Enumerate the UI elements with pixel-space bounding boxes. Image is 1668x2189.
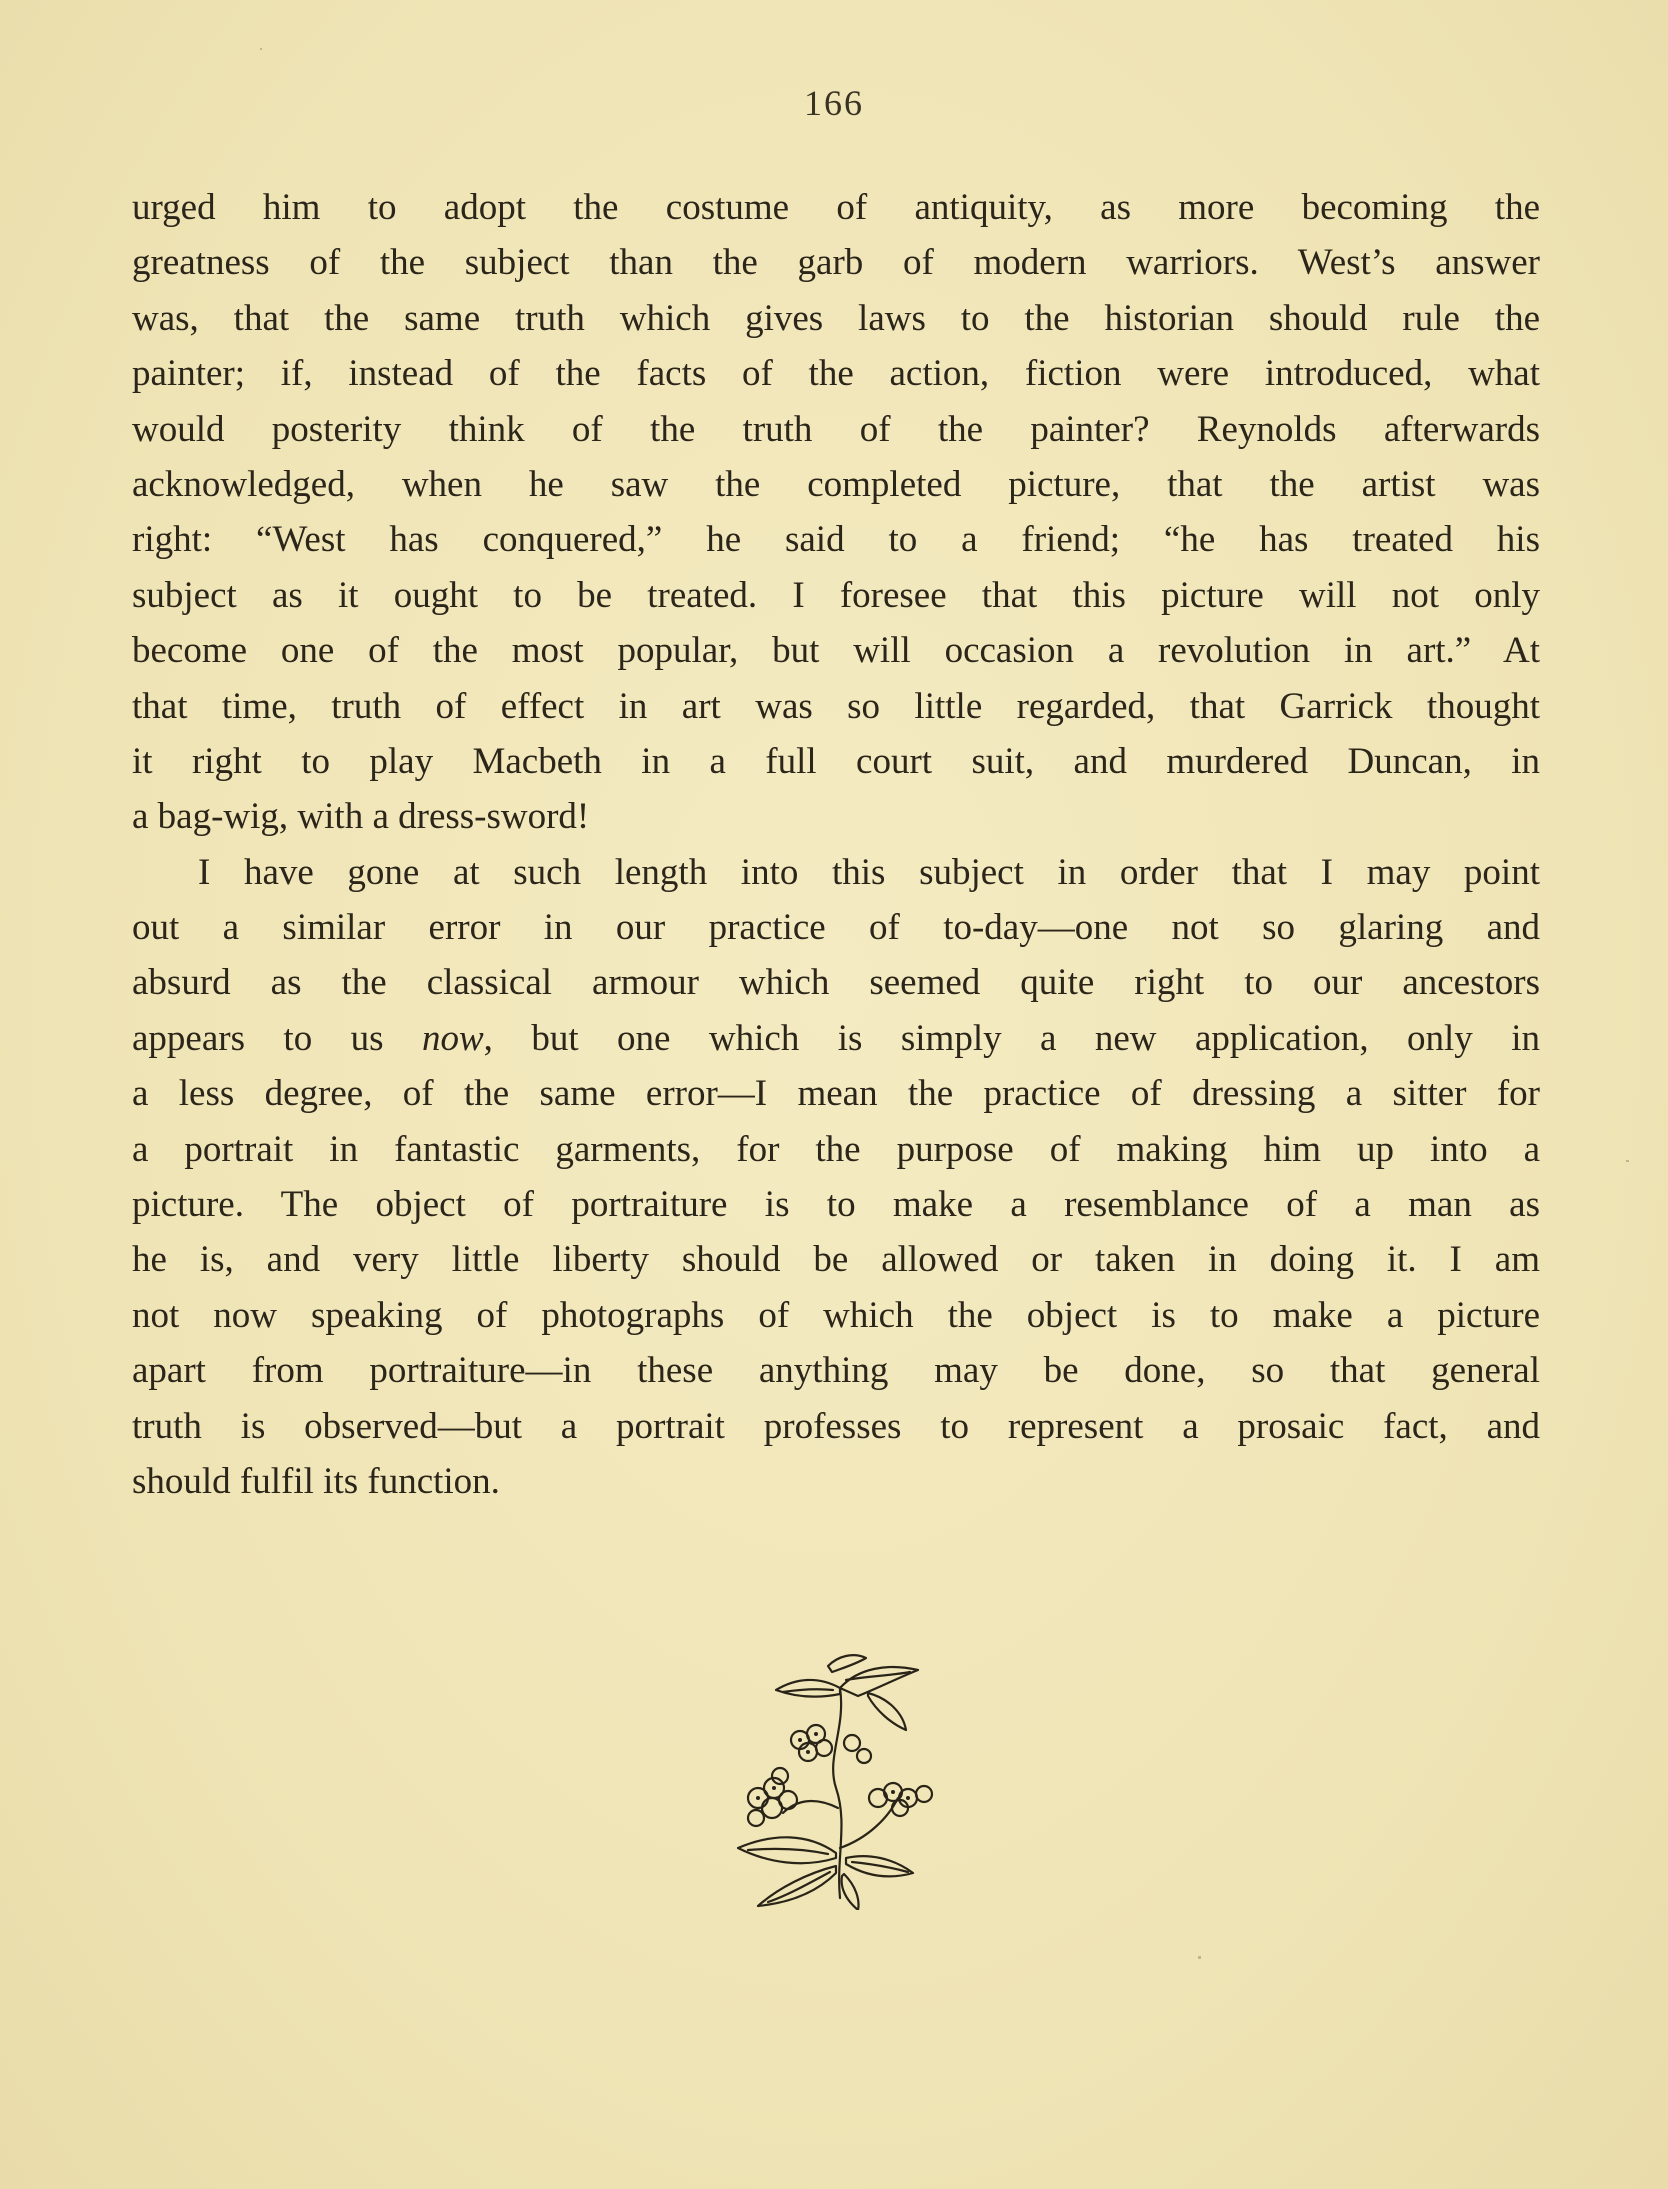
line-rest: , but one which is simply a new application, only in bbox=[483, 1017, 1540, 1059]
paragraph-2 bbox=[132, 845, 1540, 1510]
text-line: it right to play Macbeth in a full court suit, and murdered Duncan, in bbox=[132, 740, 1540, 782]
text-line: would posterity think of the truth of the painter? Reynolds afterwards bbox=[132, 408, 1540, 450]
text-line: a portrait in fantastic garments, for the purpose of making him up into a bbox=[132, 1128, 1540, 1170]
text-line: picture. The object of portraiture is to make a resemblance of a man as bbox=[132, 1184, 1540, 1226]
body-text bbox=[132, 180, 1540, 1509]
text-line: subject as it ought to be treated. I foresee that this picture will not only bbox=[132, 574, 1540, 616]
text-line: a bag-wig, with a dress-sword! bbox=[132, 796, 590, 838]
italic-word-now: now bbox=[421, 1017, 484, 1059]
text-line: that time, truth of effect in art was so little regarded, that Garrick thought bbox=[132, 685, 1540, 727]
page-number: 166 bbox=[804, 83, 864, 123]
paragraph-1 bbox=[132, 180, 1540, 845]
text-line: acknowledged, when he saw the completed picture, that the artist was bbox=[132, 463, 1540, 505]
text-line: apart from portraiture—in these anything may be done, so that general bbox=[132, 1350, 1540, 1392]
text-line: out a similar error in our practice of to-day—one not so glaring and bbox=[132, 907, 1540, 949]
text-line: absurd as the classical armour which seemed quite right to our ancestors bbox=[132, 962, 1540, 1004]
text-line: should fulfil its function. bbox=[132, 1460, 500, 1502]
line-start: appears to us bbox=[132, 1017, 422, 1059]
text-line: urged him to adopt the costume of antiquity, as more becoming the bbox=[132, 187, 1540, 228]
text-line: not now speaking of photographs of which the object is to make a picture bbox=[132, 1294, 1540, 1336]
floral-tailpiece-icon bbox=[728, 1648, 964, 1910]
page-speck bbox=[1626, 1160, 1629, 1162]
page-speck bbox=[1198, 1956, 1201, 1959]
text-line: I have gone at such length into this subject in order that I may point bbox=[198, 851, 1540, 893]
text-line: right: “West has conquered,” he said to a friend; “he has treated his bbox=[132, 519, 1540, 561]
text-line: a less degree, of the same error—I mean the practice of dressing a sitter for bbox=[132, 1073, 1540, 1115]
text-line: he is, and very little liberty should be allowed or taken in doing it. I am bbox=[132, 1239, 1540, 1281]
text-line: painter; if, instead of the facts of the action, fiction were introduced, what bbox=[132, 353, 1540, 395]
text-line: truth is observed—but a portrait professes to represent a prosaic fact, and bbox=[132, 1405, 1540, 1447]
text-line: was, that the same truth which gives laws to the historian should rule the bbox=[132, 297, 1540, 339]
text-line: greatness of the subject than the garb of modern warriors. West’s answer bbox=[132, 242, 1540, 284]
page-speck bbox=[260, 48, 262, 50]
text-line-with-italic bbox=[132, 1011, 1540, 1066]
text-line: become one of the most popular, but will occasion a revolution in art.” At bbox=[132, 630, 1540, 672]
